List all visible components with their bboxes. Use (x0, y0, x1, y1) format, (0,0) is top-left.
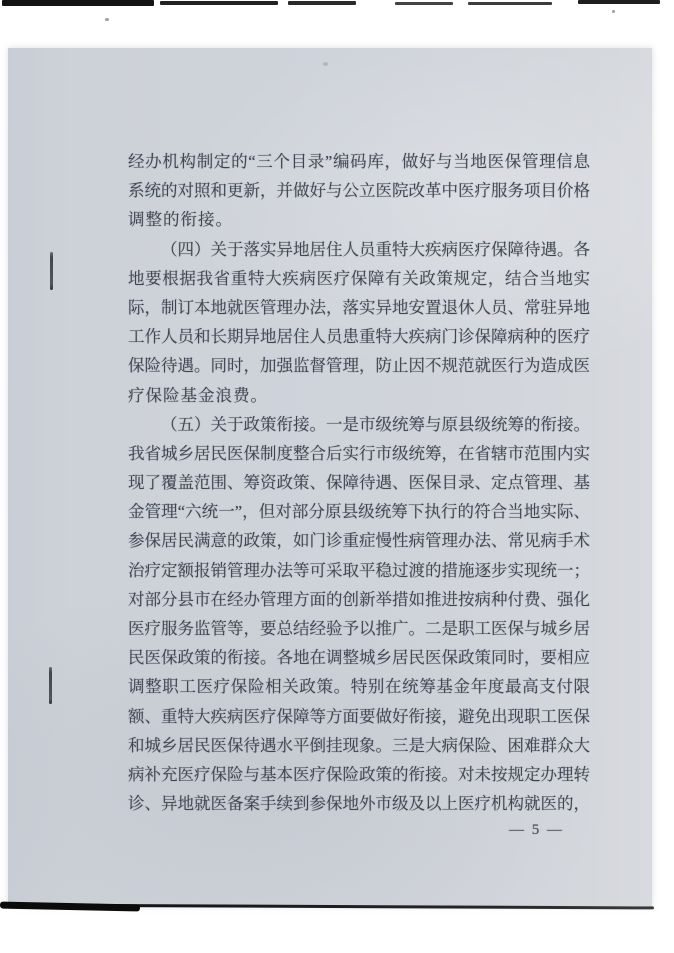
text-line: 地要根据我省重特大疾病医疗保障有关政策规定，结合当地实 (128, 268, 590, 288)
text-line: 诊、异地就医备案手续到参保地外市级及以上医疗机构就医的， (128, 794, 590, 814)
binding-mark (49, 667, 52, 704)
text-line: 金管理“六统一”，但对部分原县级统筹下执行的符合当地实际、 (128, 502, 590, 522)
scan-edge-artifact (288, 1, 356, 5)
paragraph (128, 410, 590, 819)
text-line: 参保居民满意的政策，如门诊重症慢性病管理办法、常见病手术 (128, 531, 590, 551)
text-line: 我省城乡居民医保制度整合后实行市级统筹，在省辖市范围内实 (128, 443, 590, 463)
text-line: 际，制订本地就医管理办法，落实异地安置退休人员、常驻异地 (128, 297, 590, 317)
document-text (128, 147, 590, 818)
text-line: 民医保政策的衔接。各地在调整城乡居民医保政策同时，要相应 (128, 648, 590, 668)
text-line: （四）关于落实异地居住人员重特大疾病医疗保障待遇。各 (161, 239, 590, 259)
text-line: 调整职工医疗保险相关政策。特别在统筹基金年度最高支付限 (128, 677, 590, 697)
scan-edge-artifact (160, 1, 278, 5)
text-line: 对部分县市在经办管理方面的创新举措如推进按病种付费、强化 (128, 589, 590, 609)
text-line: 医疗服务监管等，要总结经验予以推广。二是职工医保与城乡居 (128, 619, 590, 638)
text-line: 保险待遇。同时，加强监督管理，防止因不规范就医行为造成医 (128, 356, 590, 376)
text-line: 治疗定额报销管理办法等可采取平稳过渡的措施逐步实现统一； (128, 560, 590, 580)
scan-edge-artifact (2, 0, 154, 6)
text-line: 工作人员和长期异地居住人员患重特大疾病门诊保障病种的医疗 (128, 327, 590, 347)
page-bottom-edge-shadow (0, 902, 140, 912)
text-line: 病补充医疗保险与基本医疗保险政策的衔接。对未按规定办理转 (128, 764, 590, 784)
binding-mark (50, 252, 53, 290)
text-line: 额、重特大疾病医疗保障等方面要做好衔接，避免出现职工医保 (128, 706, 590, 726)
text-line: 调整的衔接。 (128, 210, 233, 230)
page-number: — 5 — (509, 822, 564, 838)
paragraph (128, 235, 590, 410)
scan-edge-artifact (395, 2, 453, 5)
text-line: 疗保险基金浪费。 (128, 385, 268, 405)
text-line: 经办机构制定的“三个目录”编码库，做好与当地医保管理信息 (128, 152, 590, 171)
scanned-page (8, 48, 652, 906)
scan-speck (612, 10, 615, 13)
text-line: 现了覆盖范围、筹资政策、保障待遇、医保目录、定点管理、基 (128, 473, 590, 493)
scan-speck (323, 62, 328, 66)
text-line: 和城乡居民医保待遇水平倒挂现象。三是大病保险、困难群众大 (128, 735, 590, 755)
scan-speck (105, 18, 109, 21)
paragraph (128, 147, 590, 235)
scan-edge-artifact (578, 0, 660, 4)
text-line: 系统的对照和更新，并做好与公立医院改革中医疗服务项目价格 (128, 181, 590, 201)
scan-edge-artifact (468, 2, 552, 5)
text-line: （五）关于政策衔接。一是市级统筹与原县级统筹的衔接。 (161, 414, 590, 434)
